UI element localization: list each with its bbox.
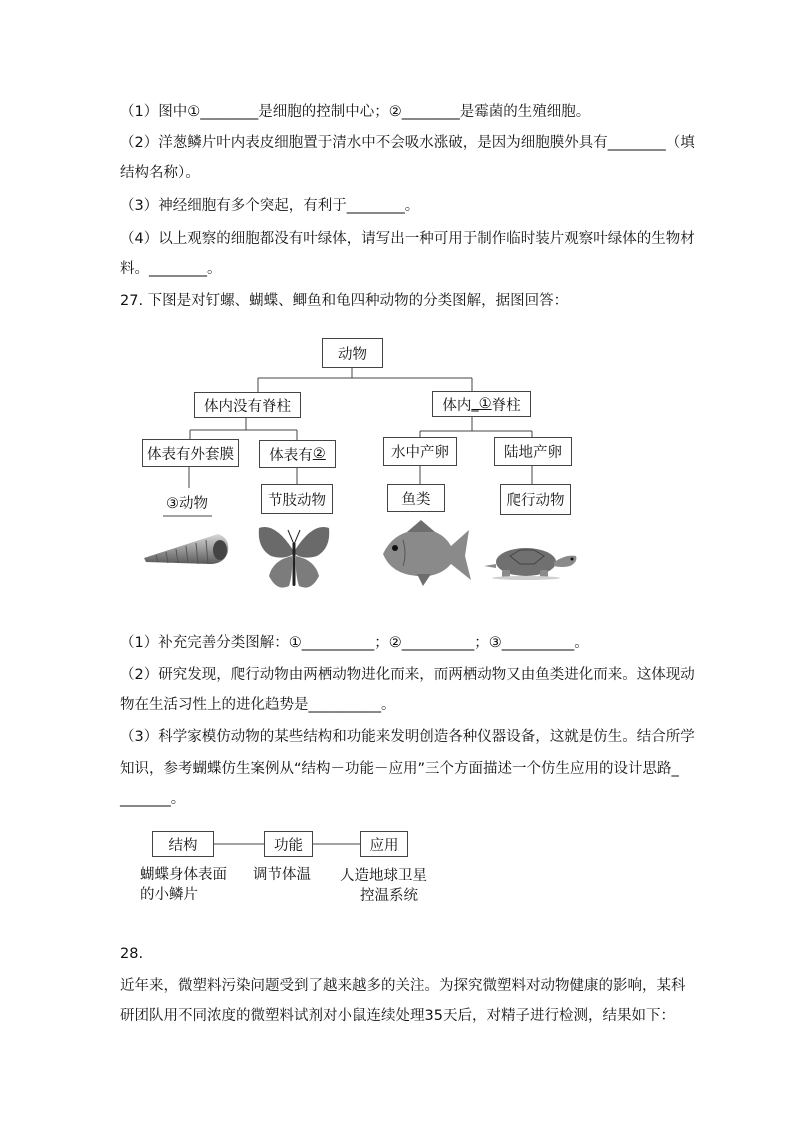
q27-part3-line2: 知识，参考蝴蝶仿生案例从“结构－功能－应用”三个方面描述一个仿生应用的设计思路_	[120, 761, 679, 777]
node-no-backbone-label: 体内没有脊柱	[204, 398, 291, 415]
flow-application-box	[360, 831, 408, 857]
leaf-mollusc-suffix: 动物	[179, 496, 208, 512]
q26-part2-line1: （2）洋葱鳞片叶内表皮细胞置于清水中不会吸水涨破，是因为细胞膜外具有________（填	[120, 135, 695, 151]
q27-part2-line2: 物在生活习性上的进化趋势是__________。	[120, 697, 396, 713]
leaf-arthropod-label: 节肢动物	[268, 492, 326, 509]
q28-line1: 近年来，微塑料污染问题受到了越来越多的关注。为探究微塑料对动物健康的影响，某科	[120, 978, 686, 994]
q28-number: 28.	[120, 946, 144, 962]
flow-application-text-1: 人造地球卫星	[340, 868, 427, 884]
flow-structure-box	[152, 831, 214, 857]
crucian-carp-image	[377, 518, 473, 590]
node-land-eggs-label: 陆地产卵	[504, 445, 562, 461]
node-animals	[322, 338, 383, 368]
node-animals-label: 动物	[338, 346, 367, 363]
q26-part4-line1: （4）以上观察的细胞都没有叶绿体，请写出一种可用于制作临时装片观察叶绿体的生物材	[120, 231, 695, 247]
snail-shell-image	[140, 528, 232, 570]
flow-function-label: 功能	[274, 837, 303, 854]
node-backbone-blank: _①	[471, 396, 492, 412]
flow-function-text: 调节体温	[253, 867, 311, 883]
leaf-reptile	[500, 484, 571, 515]
turtle-image	[480, 540, 580, 584]
q27-stem: 27. 下图是对钉螺、蝴蝶、鲫鱼和龟四种动物的分类图解，据图回答：	[120, 293, 569, 309]
q26-part1: （1）图中①________是细胞的控制中心；②________是霉菌的生殖细胞。	[120, 104, 591, 120]
node-no-backbone	[194, 392, 301, 418]
node-backbone-suffix: 脊柱	[491, 397, 521, 414]
q26-part2-line2: 结构名称）。	[120, 165, 200, 181]
q27-part2-line1: （2）研究发现，爬行动物由两栖动物进化而来，而两栖动物又由鱼类进化而来。这体现动	[120, 667, 695, 683]
q27-part3-line3: _______。	[120, 791, 186, 807]
node-backbone-prefix: 体内	[442, 397, 472, 414]
flow-application-label: 应用	[369, 837, 399, 854]
leaf-fish	[387, 484, 445, 512]
butterfly-image	[255, 520, 333, 596]
q27-part1: （1）补充完善分类图解：①__________；②__________；③__________。	[120, 635, 589, 651]
node-mantle-label: 体表有外套膜	[147, 446, 234, 463]
node-water-eggs-label: 水中产卵	[391, 445, 449, 461]
flow-structure-text-2: 的小鳞片	[140, 887, 198, 903]
node-mantle	[142, 439, 239, 467]
flow-application-text-2: 控温系统	[360, 888, 418, 904]
node-body-surface-prefix: 体表有	[269, 447, 313, 464]
flow-function-box	[264, 831, 313, 857]
q26-part3: （3）神经细胞有多个突起，有利于________。	[120, 198, 420, 214]
leaf-mollusc	[166, 494, 208, 514]
q26-part4-line2: 料。________。	[120, 261, 222, 277]
node-land-eggs	[494, 437, 572, 466]
q28-line2: 研团队用不同浓度的微塑料试剂对小鼠连续处理35天后，对精子进行检测，结果如下：	[120, 1008, 675, 1024]
leaf-arthropod	[261, 484, 333, 514]
q27-part3-line1: （3）科学家模仿动物的某些结构和功能来发明创造各种仪器设备，这就是仿生。结合所学	[120, 729, 695, 745]
flow-structure-label: 结构	[168, 837, 198, 854]
leaf-reptile-label: 爬行动物	[506, 493, 565, 509]
leaf-mollusc-blank: ③	[166, 496, 179, 512]
node-body-surface	[259, 440, 336, 468]
node-water-eggs	[383, 437, 457, 466]
flow-structure-text-1: 蝴蝶身体表面	[140, 867, 227, 883]
leaf-fish-label: 鱼类	[401, 491, 431, 508]
node-body-surface-blank: ②	[312, 446, 326, 462]
node-backbone	[432, 391, 531, 417]
